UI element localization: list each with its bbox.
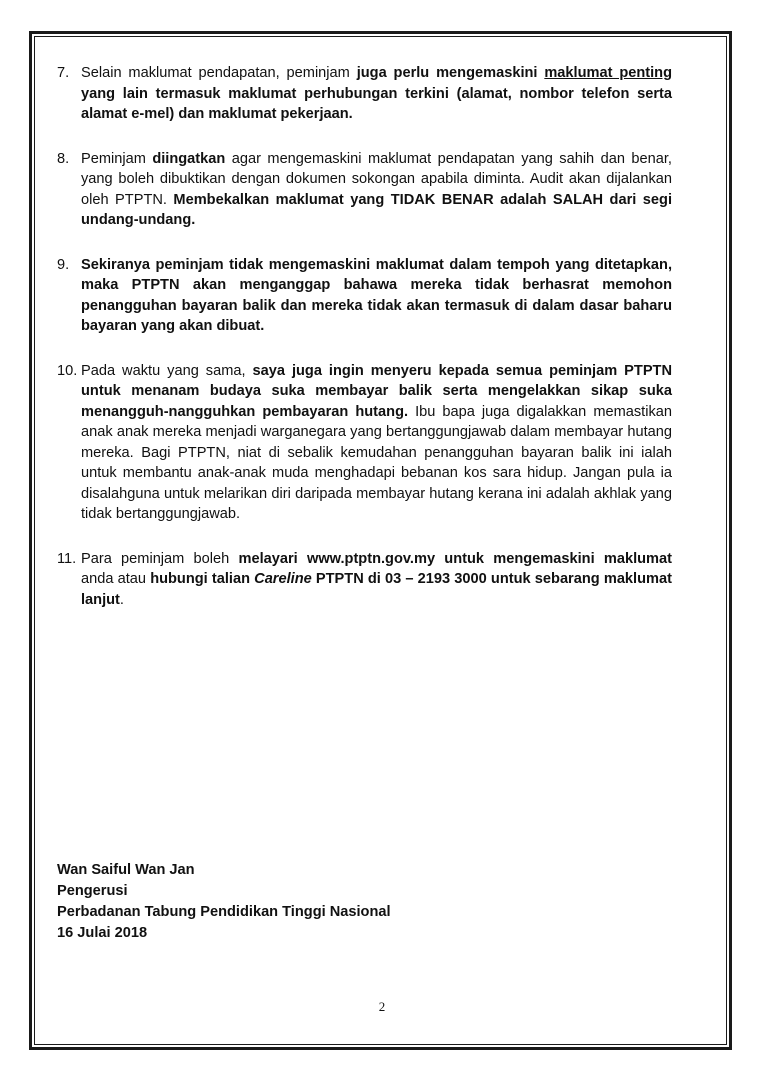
paragraph-number: 11. — [57, 550, 77, 567]
text-segment: saya juga ingin menyeru kepada semua peminjam PTPTN untuk menanam budaya suka membayar balik serta mengelakkan sikap suka menangguh-nangguhkan pembayaran hutang. — [81, 362, 673, 420]
document-body — [57, 63, 672, 634]
signatory-name: Wan Saiful Wan Jan — [57, 862, 195, 878]
text-segment: Selain maklumat pendapatan, peminjam — [81, 65, 357, 81]
text-segment: yang lain termasuk maklumat perhubungan terkini (alamat, nombor telefon serta alamat e-mel) dan maklumat pekerjaan. — [81, 85, 672, 122]
text-segment: hubungi talian — [150, 571, 255, 587]
paragraph-text — [57, 255, 672, 337]
text-segment: Para peminjam boleh — [81, 550, 239, 567]
numbered-paragraph-7 — [57, 63, 672, 125]
text-segment: diingatkan — [152, 150, 226, 167]
text-segment: Sekiranya peminjam tidak mengemaskini maklumat dalam tempoh yang ditetapkan, maka PTPTN akan menganggap bahawa mereka tidak berhasrat memohon penangguhan bayaran balik dan mereka tidak akan termasuk di dalam dasar baharu bayaran yang akan dibuat. — [81, 256, 672, 334]
paragraph-text — [57, 549, 672, 611]
text-segment: juga perlu mengemaskini — [356, 65, 545, 81]
paragraph-number: 7. — [57, 65, 70, 81]
website-link-text: melayari www.ptptn.gov.my untuk mengemaskini maklumat — [238, 550, 672, 567]
numbered-paragraph-9 — [57, 255, 672, 337]
numbered-paragraph-8 — [57, 149, 672, 231]
text-segment: Pada waktu yang sama, — [81, 362, 253, 379]
careline-phone-text: PTPTN di 03 – 2193 3000 untuk sebarang maklumat lanjut — [81, 571, 672, 608]
text-segment: Careline — [254, 571, 312, 587]
text-segment: Ibu bapa juga digalakkan memastikan anak anak mereka menjadi warganegara yang bertanggungjawab dalam membayar hutang mereka. Bagi PTPTN, niat di sebalik kemudahan penangguhan bayaran balik ini ialah untuk membantu anak-anak muda menghadapi bebanan kos sara hidup. Jangan pula ia disalahguna untuk melarikan diri daripada membayar hutang kerana ini adalah akhlak yang tidak bertanggungjawab. — [81, 403, 672, 522]
paragraph-number: 9. — [57, 256, 70, 273]
paragraph-text — [57, 149, 672, 231]
text-segment: Peminjam — [81, 150, 153, 167]
signature-block — [57, 860, 391, 944]
numbered-paragraph-10 — [57, 361, 672, 525]
paragraph-text — [57, 361, 672, 525]
text-segment: maklumat penting — [544, 65, 673, 81]
signatory-organization: Perbadanan Tabung Pendidikan Tinggi Nasional — [57, 904, 391, 920]
paragraph-number: 10. — [57, 362, 78, 379]
paragraph-number: 8. — [57, 150, 70, 167]
paragraph-text — [57, 63, 672, 125]
text-segment: anda atau — [81, 571, 151, 587]
numbered-paragraph-11 — [57, 549, 672, 611]
page-number: 2 — [378, 999, 386, 1014]
signature-date: 16 Julai 2018 — [57, 925, 148, 941]
text-segment: Membekalkan maklumat yang TIDAK BENAR adalah SALAH dari segi undang-undang. — [81, 191, 672, 228]
text-segment: . — [119, 591, 124, 608]
signatory-position: Pengerusi — [57, 883, 128, 899]
text-segment: agar mengemaskini maklumat pendapatan yang sahih dan benar, yang boleh dibuktikan dengan dokumen sokongan apabila diminta. Audit akan dijalankan oleh PTPTN. — [81, 150, 672, 208]
